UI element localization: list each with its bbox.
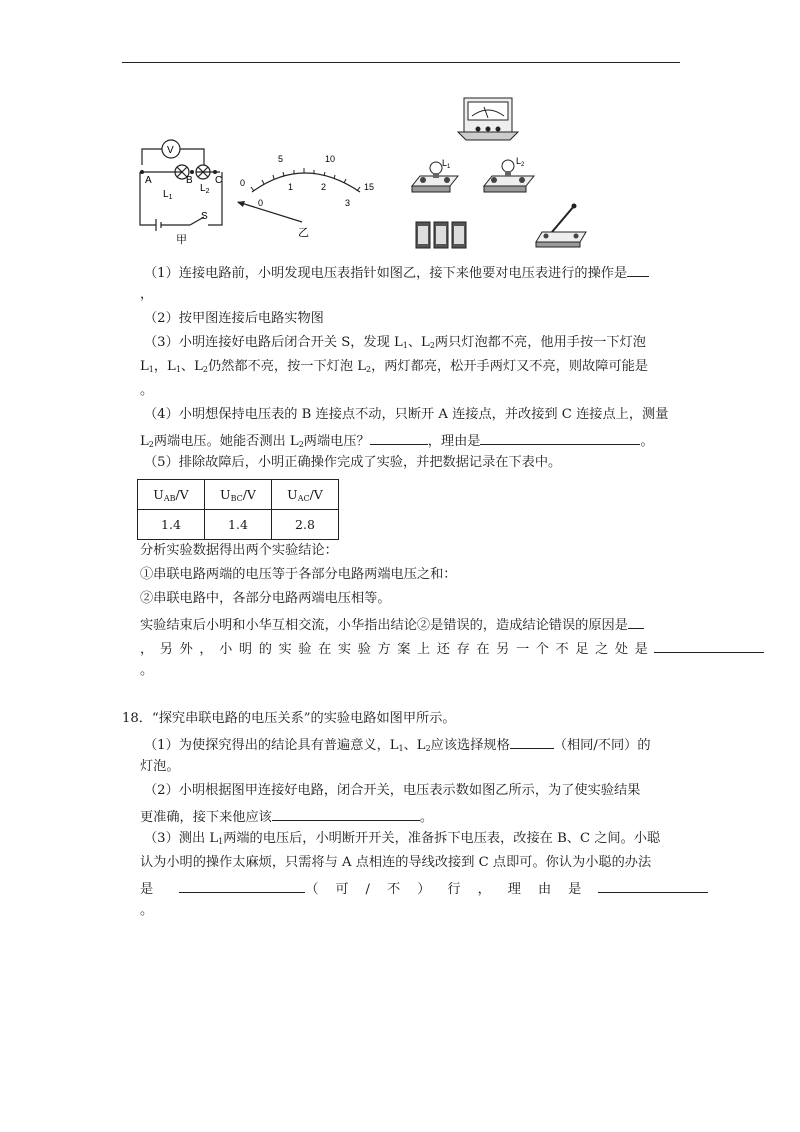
bottom-tick-1: 1 xyxy=(288,182,294,192)
answer-blank[interactable] xyxy=(480,430,640,445)
top-tick-0: 0 xyxy=(240,178,246,188)
needle-tip xyxy=(237,201,245,207)
q18-part3-end: 。 xyxy=(140,903,154,918)
figure-jia-caption: 甲 xyxy=(176,234,187,245)
lamp2-board xyxy=(484,156,534,192)
switch-device xyxy=(536,204,586,248)
lamp1-board xyxy=(412,158,458,192)
q17-part4-line2: $L_2$两端电压。她能否测出 $L_2$两端电压？ ，理由是 。 xyxy=(140,430,654,454)
answer-blank[interactable] xyxy=(510,734,554,749)
q18-part2-line1: （2）小明根据图甲连接好电路，闭合开关，电压表示数如图乙所示，为了使实验结果 xyxy=(144,783,641,798)
switch-label: S xyxy=(201,211,208,222)
answer-blank[interactable] xyxy=(179,878,305,893)
bottom-tick-2: 2 xyxy=(321,182,327,192)
q17-final-end: 。 xyxy=(140,663,154,678)
bottom-tick-0: 0 xyxy=(258,198,264,208)
q18-part3-line3: 是 （可/不）行，理由是 xyxy=(140,878,708,899)
q18-title: 18．“探究串联电路的电压关系”的实验电路如图甲所示。 xyxy=(122,711,456,726)
answer-blank[interactable] xyxy=(598,878,708,893)
q18-part1-line2: 灯泡。 xyxy=(140,759,180,774)
voltage-data-table xyxy=(137,479,339,540)
q17-part3-end: 。 xyxy=(140,383,154,398)
q17-part5: （5）排除故障后，小明正确操作完成了实验，并把数据记录在下表中。 xyxy=(144,455,562,470)
q17-conclusion2: ②串联电路中，各部分电路两端电压相等。 xyxy=(140,591,391,606)
table-cell-uac: 2.8 xyxy=(272,510,339,540)
meter-needle xyxy=(238,202,302,222)
svg-text:L2: $L_2$ xyxy=(516,156,525,168)
q17-final-line2: ，另外，小明的实验在实验方案上还存在另一个不足之处是 xyxy=(140,638,764,659)
answer-blank[interactable] xyxy=(654,638,764,653)
table-header-uab: $U_{AB}/V$ xyxy=(138,480,205,510)
top-tick-5: 5 xyxy=(278,154,284,164)
q17-final-line1: 实验结束后小明和小华互相交流，小华指出结论②是错误的，造成结论错误的原因是 xyxy=(140,614,644,635)
voltmeter-device xyxy=(458,98,518,140)
q17-part1-tail: ， xyxy=(140,287,154,302)
q17-part3-line1: （3）小明连接好电路后闭合开关 S，发现 $L_1$、$L_2$两只灯泡都不亮，他用手按一下灯泡 xyxy=(144,335,646,350)
q17-part3-line2: $L_1$，$L_1$、$L_2$仍然都不亮，按一下灯泡 $L_2$，两灯都亮，松开手两灯又不亮，则故障可能是 xyxy=(140,359,648,374)
battery-cells xyxy=(416,222,466,248)
table-cell-ubc: 1.4 xyxy=(205,510,272,540)
q17-part2: （2）按甲图连接后电路实物图 xyxy=(144,311,324,326)
q17-conclusion1: ①串联电路两端的电压等于各部分电路两端电压之和： xyxy=(140,567,457,582)
q18-part1-line1: （1）为使探究得出的结论具有普遍意义，$L_1$、$L_2$应该选择规格 （相同/不同）的 xyxy=(144,734,651,758)
svg-text:L1: $L_1$ xyxy=(442,158,451,170)
header-rule xyxy=(122,62,680,63)
node-a-label: A xyxy=(145,175,152,186)
node-b-label: B xyxy=(186,175,193,186)
table-header-uac: $U_{AC}/V$ xyxy=(272,480,339,510)
answer-blank[interactable] xyxy=(272,806,420,821)
bottom-tick-3: 3 xyxy=(345,198,351,208)
lamp2-label: $L_2$ xyxy=(200,183,210,195)
lamp1-label: $L_1$ xyxy=(163,189,173,201)
figure-jia-circuit xyxy=(130,135,230,245)
q18-part2-line2: 更准确，接下来他应该 。 xyxy=(140,806,433,827)
q17-part1: （1）连接电路前，小明发现电压表指针如图乙，接下来他要对电压表进行的操作是 xyxy=(144,262,649,283)
q18-part3-line2: 认为小明的操作太麻烦，只需将与 A 点相连的导线改接到 C 点即可。你认为小聪的办法 xyxy=(140,855,652,870)
q17-analysis: 分析实验数据得出两个实验结论： xyxy=(140,543,338,558)
figure-apparatus xyxy=(404,94,604,254)
answer-blank[interactable] xyxy=(370,430,428,445)
table-cell-uab: 1.4 xyxy=(138,510,205,540)
top-tick-15: 15 xyxy=(364,182,375,192)
answer-blank[interactable] xyxy=(627,262,649,277)
figure-yi-meter xyxy=(234,148,384,240)
q18-part3-line1: （3）测出 $L_1$两端的电压后，小明断开开关，准备拆下电压表，改接在 B、C 之间。小聪 xyxy=(144,831,661,846)
q17-part4-line1: （4）小明想保持电压表的 B 连接点不动，只断开 A 连接点，并改接到 C 连接点上，测量 xyxy=(144,407,669,422)
table-header-ubc: $U_{BC}/V$ xyxy=(205,480,272,510)
figure-yi-caption: 乙 xyxy=(298,227,309,239)
node-c-label: C xyxy=(215,175,223,186)
top-tick-10: 10 xyxy=(325,154,336,164)
answer-blank[interactable] xyxy=(628,614,644,629)
meter-label: V xyxy=(167,145,174,156)
